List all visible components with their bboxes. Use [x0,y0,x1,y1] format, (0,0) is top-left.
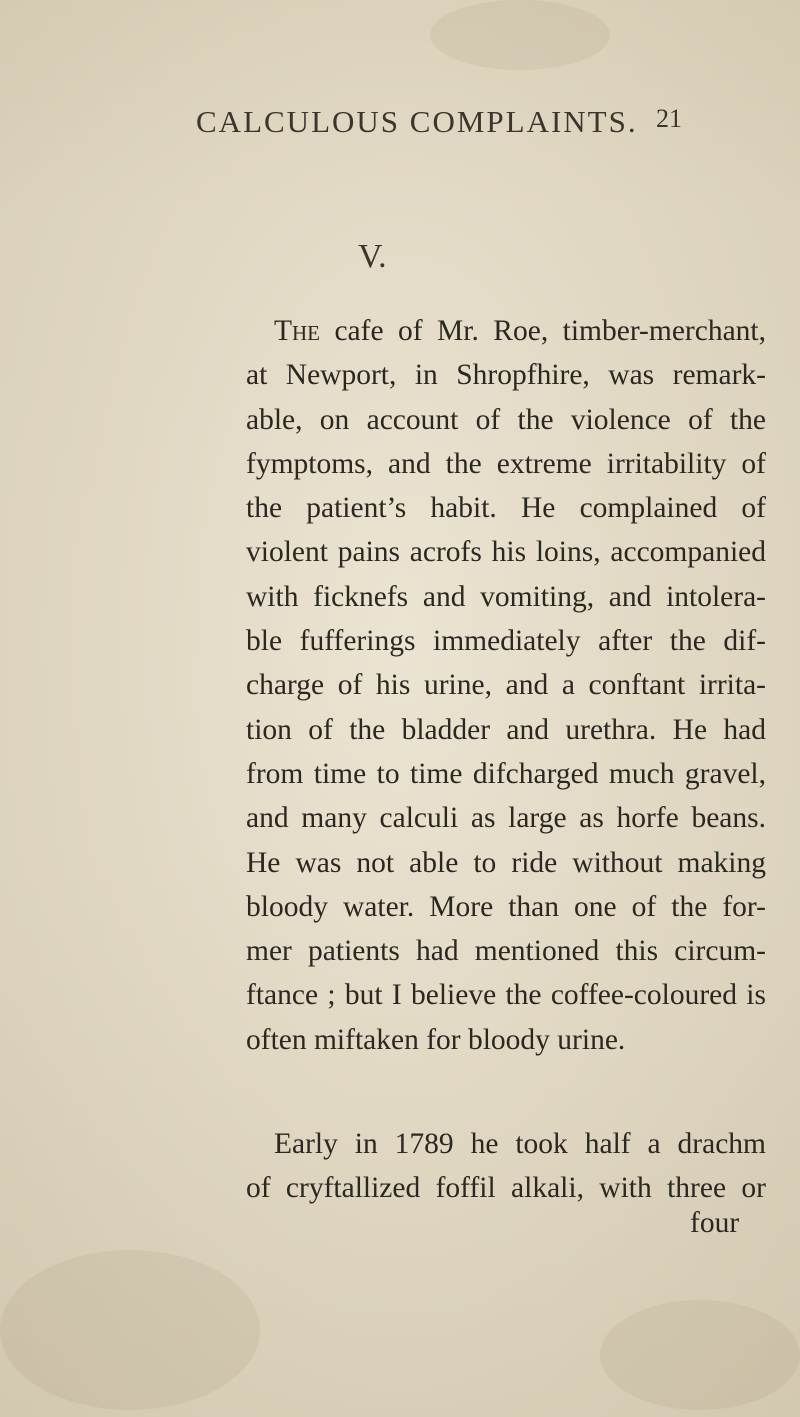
running-title: CALCULOUS COMPLAINTS. [196,104,638,139]
text-line: able, on account of the violence of the [246,403,766,436]
text-line: bloody water. More than one of the for- [246,890,766,923]
text-line-rest: cafe of Mr. Roe, timber-merchant, [320,315,766,347]
text-line: from time to time difcharged much gravel, [246,757,766,790]
page-stain [430,0,610,70]
text-line: and many calculi as large as horfe beans. [246,802,766,835]
text-line: mer patients had mentioned this circum- [246,935,766,968]
page-stain [600,1300,800,1410]
text-line: of cryftallized foffil alkali, with three or [246,1172,766,1205]
text-line: ble fufferings immediately after the dif- [246,625,766,658]
text-line: the patient’s habit. He complained of [246,492,766,525]
text-line: tion of the bladder and urethra. He had [246,713,766,746]
text-line: Early in 1789 he took half a drachm [274,1128,766,1160]
text-line: at Newport, in Shropfhire, was remark- [246,359,766,392]
text-line: ftance ; but I believe the coffee-coloured is [246,979,766,1012]
text-line: violent pains acrofs his loins, accompanied [246,536,766,569]
catchword: four [690,1207,740,1239]
text-line: He was not able to ride without making [246,846,766,879]
page-header [0,104,800,144]
page-stain [0,1250,260,1410]
text-line: with ficknefs and vomiting, and intolera- [246,580,766,613]
text-line: fymptoms, and the extreme irritability of [246,447,766,480]
paragraph-1 [246,309,766,1062]
page-number: 21 [656,104,682,133]
text-line [246,309,766,353]
paragraph-2 [246,1122,766,1211]
first-word: The [274,315,321,347]
text-line: often miftaken for bloody urine. [246,1023,626,1056]
text-line: charge of his urine, and a conftant irrita- [246,669,766,702]
section-number: V. [358,238,387,275]
